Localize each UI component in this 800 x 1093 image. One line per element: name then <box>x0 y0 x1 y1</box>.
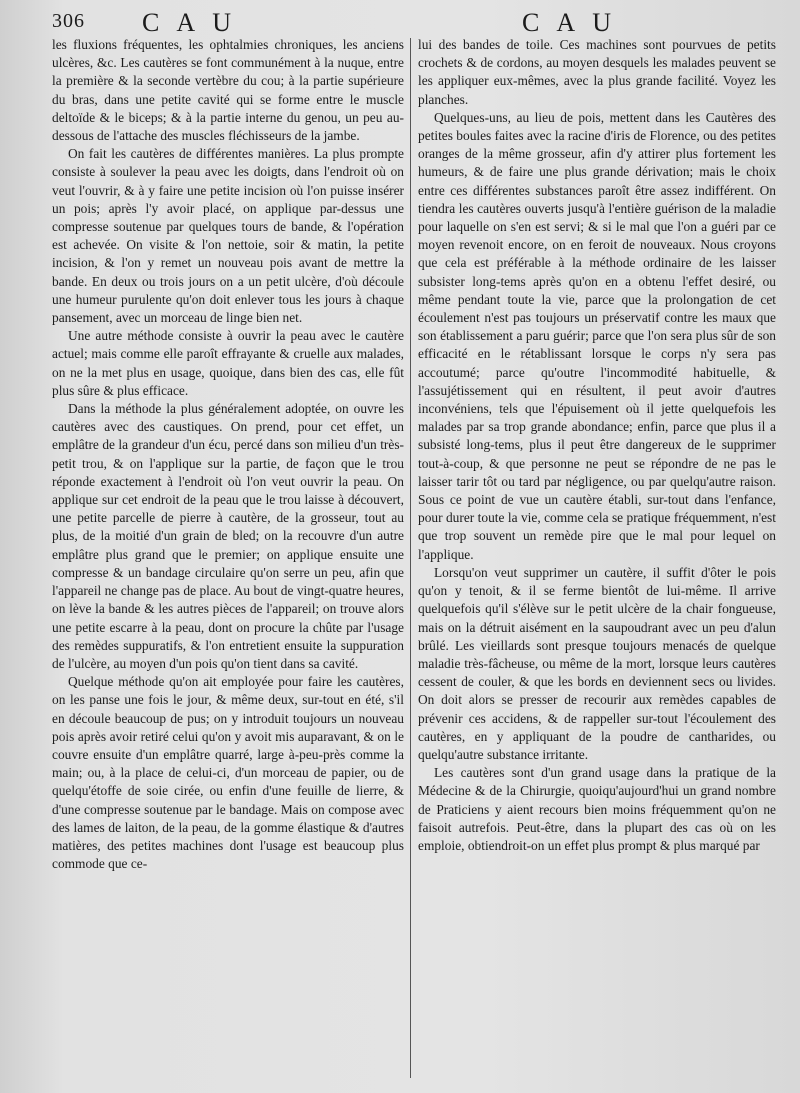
paragraph: On fait les cautères de différentes manières. La plus prompte consiste à soulever la peau avec les doigts, dans l'endroit où on veut l'ouvrir, & à y faire une petite incision où l'on puisse insérer un pois; après l'y avoir placé, on applique par-dessus une compresse soutenue par quelques tours de bande, & l'opération est achevée. On visite & l'on nettoie, soir & matin, la petite incision, & l'on y remet un nouveau pois avant de mettre la bande. En deux ou trois jours on a un petit ulcère, d'où découle une humeur purulente qu'on doit enlever tous les jours à chaque pansement, avec un morceau de linge bien net. <box>52 146 404 326</box>
paragraph: Quelques-uns, au lieu de pois, mettent dans les Cautères des petites boules faites avec la racine d'iris de Florence, ou des petites oranges de la même grosseur, afin d'y attirer plus fortement les humeurs, & de faire une plus grande dérivation; mais le choix entre ces différentes substances paroît être assez indifférent. On tiendra les cautères ouverts jusqu'à l'entière guérison de la maladie pour laquelle on s'en est servi; & si le mal que l'on a guéri par ce moyen revenoit encore, on en feroit de nouveaux. Nous croyons que cela est préférable à la méthode ordinaire de les laisser subsister long-tems après qu'on en a obtenu l'effet desiré, ou même pendant toute la vie, parce que la prolongation de cet écoulement n'est pas toujours un préservatif contre les maux que son établissement a paru guérir; parce que l'on sera plus sûr de son efficacité en le rétablissant lorsque le corps n'y sera pas accoutumé; parce qu'outre l'incommodité habituelle, & l'assujétissement qui en résultent, il peut avoir d'autres inconvéniens, tels que l'épuisement où il jette quelquefois les malades par sa trop grande abondance; enfin, parce que plus il a subsisté long-tems, plus il peut être dangereux de le supprimer tout-à-coup, & que personne ne peut se répondre de ne pas le laisser tarir tôt ou tard par négligence, ou par quelqu'autre raison. Sous ce point de vue un cautère établi, sur-tout dans l'enfance, pour durer toute la vie, comme cela se pratique fréquemment, n'est que trop souvent un remède pire que le mal pour lequel on l'applique. <box>418 109 776 562</box>
paragraph: lui des bandes de toile. Ces machines sont pourvues de petits crochets & de cordons, au moyen desquels les malades peuvent se les appliquer eux-mêmes, avec la plus grande facilité. Voyez les planches. <box>418 37 776 107</box>
column-divider <box>410 38 411 1078</box>
paragraph: Les cautères sont d'un grand usage dans la pratique de la Médecine & de la Chirurgie, quoiqu'aujourd'hui un grand nombre de Praticiens y aient recours bien moins fréquemment qu'on ne faisoit autrefois. Peut-être, dans la plupart des cas où on les emploie, obtiendroit-on un effet plus prompt & plus marqué par <box>418 765 776 853</box>
running-head-right: C A U <box>522 8 618 37</box>
paragraph: Dans la méthode la plus généralement adoptée, on ouvre les cautères avec des caustiques. On prend, pour cet effet, un emplâtre de la grandeur d'un écu, percé dans son milieu d'un très-petit trou, & on l'applique sur la partie, de façon que le trou réponde exactement à l'endroit où l'on veut ouvrir la peau. On applique sur cet endroit de la peau que le trou laisse à découvert, une petite parcelle de pierre à cautère, de la grosseur, tout au plus, de la moitié d'un grain de bled; on la recouvre d'un autre emplâtre plus grand que le premier; on applique ensuite une compresse & un bandage circulaire qu'on serre un peu, afin que l'appareil ne change pas de place. Au bout de vingt-quatre heures, on lève la bande & les autres pièces de l'appareil; on trouve alors une petite escarre à la peau, dont on procure la chûte par l'usage des remèdes suppuratifs, & l'on entretient ensuite la suppuration de l'ulcère, au moyen d'un pois qu'on tient dans sa cavité. <box>52 401 404 671</box>
paragraph: Une autre méthode consiste à ouvrir la peau avec le cautère actuel; mais comme elle paroît effrayante & cruelle aux malades, on ne la met plus en usage, quoique, dans bien des cas, elle fût plus sûre & plus efficace. <box>52 328 404 398</box>
running-head-left: C A U <box>142 8 238 37</box>
page-number: 306 <box>52 10 85 32</box>
paragraph: Quelque méthode qu'on ait employée pour faire les cautères, on les panse une fois le jour, & même deux, sur-tout en été, s'il en découle beaucoup de pus; on y introduit toujours un nouveau pois après avoir retiré celui qu'on y avoit mis auparavant, & on le couvre ensuite d'un emplâtre quarré, large à-peu-près comme la main; ou, à la place de celui-ci, d'un morceau de papier, ou de quelqu'étoffe de soie cirée, ou enfin d'une feuille de lierre, & d'une compresse soutenue par le bandage. Mais on compose avec des lames de laiton, de la peau, de la gomme élastique & d'autres matières, des petites machines dont l'usage est beaucoup plus commode que ce- <box>52 674 404 872</box>
right-column <box>418 36 776 855</box>
paragraph: Lorsqu'on veut supprimer un cautère, il suffit d'ôter le pois qu'on y tenoit, & il se ferme bientôt de lui-même. Il arrive quelquefois qu'il s'élève sur le petit ulcère de la chair fongueuse, mais on la détruit aisément en la saupoudrant avec un peu d'alun brûlé. Les vieillards sont presque toujours menacés de quelque maladie très-fâcheuse, ou même de la mort, lorsque leurs cautères cessent de couler, & que les bords en deviennent secs ou livides. On doit alors se presser de recourir aux remèdes capables de prévenir ces accidens, & de rappeller sur-tout l'écoulement des cautères, en y appliquant de la poudre de cantharides, ou quelqu'autre substance irritante. <box>418 564 776 762</box>
paragraph: les fluxions fréquentes, les ophtalmies chroniques, les anciens ulcères, &c. Les cautères se font communément à la nuque, entre la première & la seconde vertèbre du cou; à la partie supérieure du bras, dans une petite cavité qui se forme entre le muscle deltoïde & le biceps; & à la partie interne du genou, un peu au-dessous de l'attache des muscles fléchisseurs de la jambe. <box>52 37 404 144</box>
page-header <box>52 8 776 38</box>
left-column <box>52 36 404 873</box>
